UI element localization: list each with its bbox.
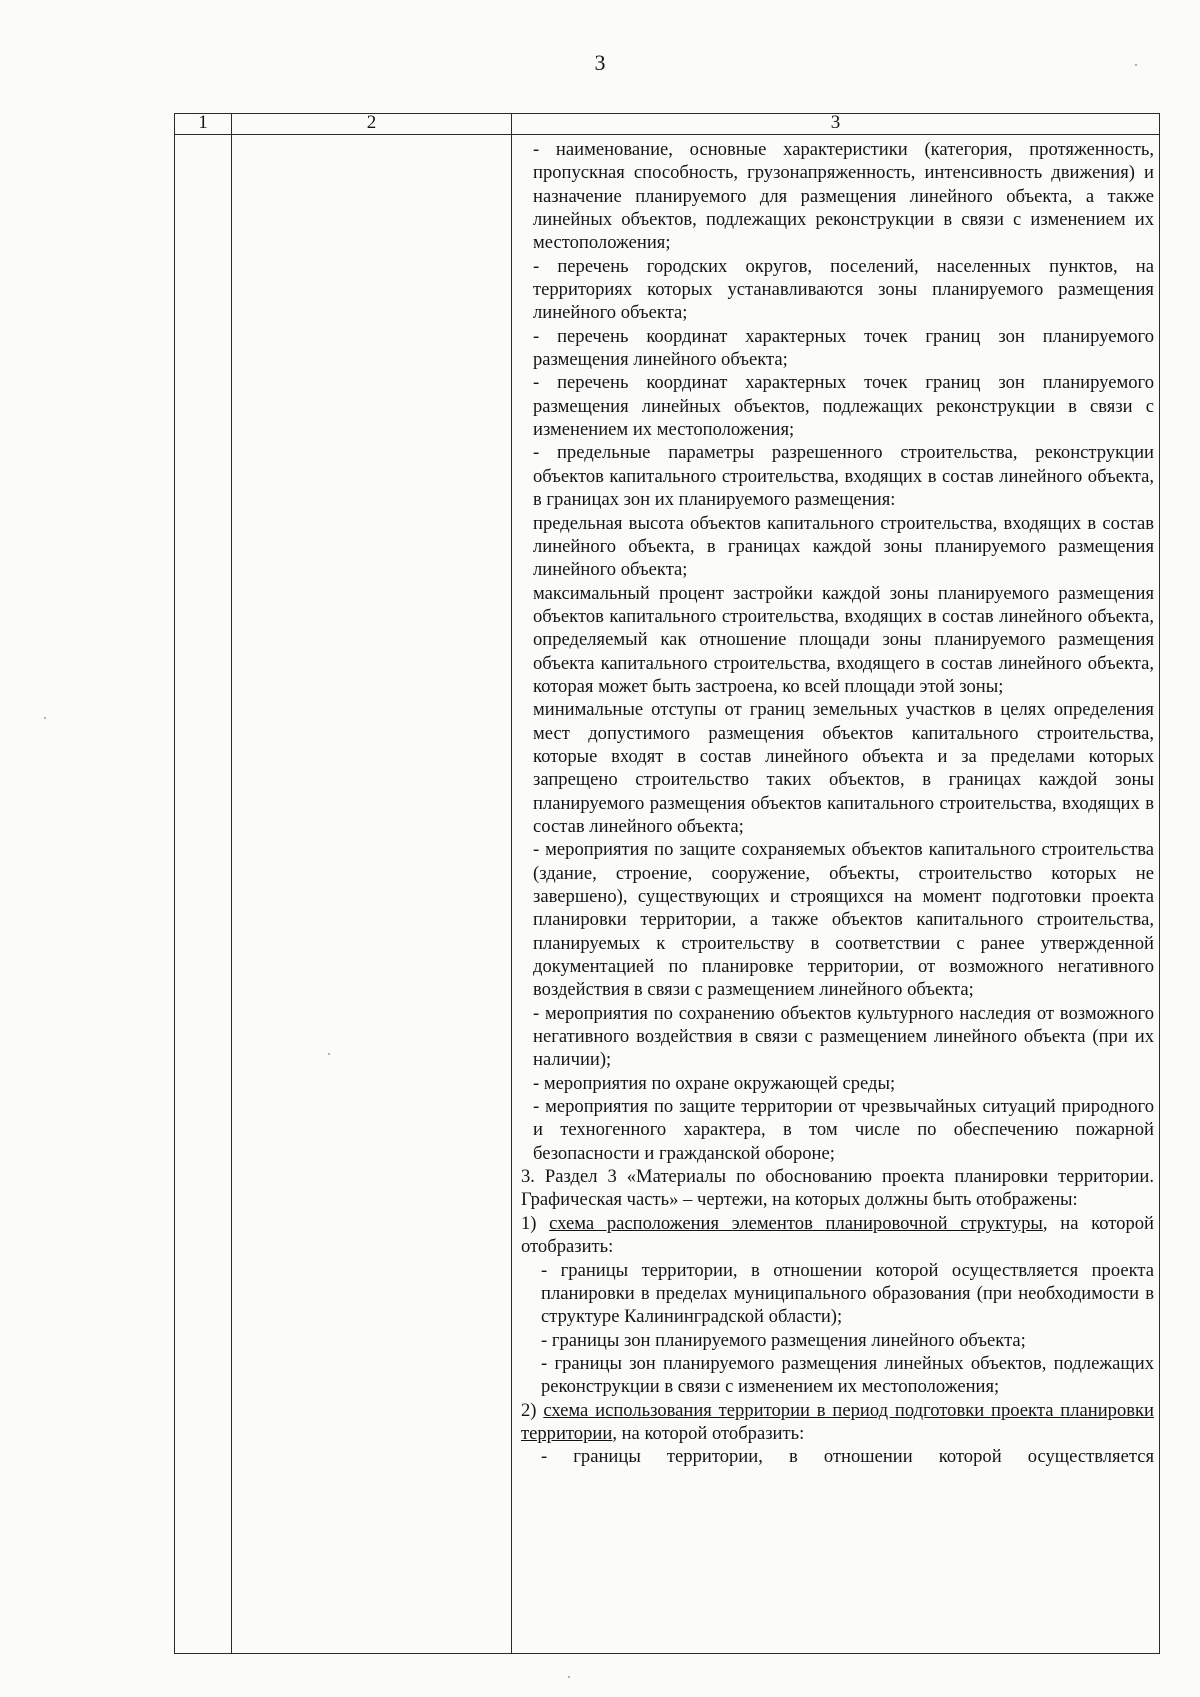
list-item: - мероприятия по защите сохраняемых объектов капитального строительства (здание, строение, сооружение, объекты, строительство которых не завершено), существующих и строящихся на момент подготовки проекта планировки территории, а также объектов капитального строительства, планируемых к строительству в соответствии с ранее утвержденной документацией по планировке территории, от возможного негативного воздействия в связи с размещением линейного объекта;: [533, 839, 1154, 1001]
scan-speck: [328, 1053, 330, 1055]
table-row: [175, 135, 1160, 1654]
list-item: - перечень координат характерных точек границ зон планируемого размещения линейных объектов, подлежащих реконструкции в связи с изменением их местоположения;: [533, 372, 1154, 441]
item-suffix: , на которой отобразить:: [521, 1212, 1154, 1258]
list-item: - границы территории, в отношении которой осуществляется проекта планировки в пределах муниципального образования (при необходимости в структуре Калининградской области);: [541, 1259, 1154, 1328]
item-number: 2): [521, 1399, 544, 1421]
list-item: - перечень координат характерных точек границ зон планируемого размещения линейного объекта;: [533, 325, 1154, 371]
column-header-2: 2: [232, 114, 512, 135]
list-item: - границы зон планируемого размещения линейного объекта;: [541, 1329, 1026, 1351]
underlined-title: схема использования территории в период подготовки проекта планировки территории: [521, 1399, 1155, 1444]
numbered-item: [521, 1212, 1154, 1259]
numbered-item: [521, 1399, 1154, 1446]
column-header-3: 3: [512, 114, 1160, 135]
item-suffix: , на которой отобразить:: [612, 1422, 805, 1444]
table-cell-col2: [232, 135, 512, 1654]
list-item: предельная высота объектов капитального строительства, входящих в состав линейного объекта, в границах каждой зоны планируемого размещения линейного объекта;: [533, 512, 1154, 581]
list-item: - наименование, основные характеристики (категория, протяженность, пропускная способность, грузонапряженность, интенсивность движения) и назначение планируемого для размещения линейного объекта, а также линейных объектов, подлежащих реконструкции в связи с изменением их местоположения;: [533, 139, 1154, 254]
list-item: - мероприятия по защите территории от чрезвычайных ситуаций природного и техногенного характера, в том числе по обеспечению пожарной безопасности и гражданской обороне;: [533, 1096, 1154, 1164]
scan-speck: [568, 1676, 570, 1678]
list-item: - границы зон планируемого размещения линейных объектов, подлежащих реконструкции в связи с изменением их местоположения;: [541, 1352, 1154, 1398]
underlined-title: схема расположения элементов планировочной структуры: [549, 1212, 1043, 1234]
column-header-1: 1: [175, 114, 232, 135]
table-cell-content: [512, 135, 1160, 1654]
list-item: минимальные отступы от границ земельных участков в целях определения мест допустимого размещения объектов капитального строительства, которые входят в состав линейного объекта и за пределами которых запрещено строительство таких объектов, в границах каждой зоны планируемого размещения объектов капитального строительства, входящих в состав линейного объекта;: [533, 699, 1154, 837]
requirements-table: [174, 113, 1160, 1654]
list-item: - границы территории, в отношении которой осуществляется: [541, 1446, 1154, 1468]
list-item: - мероприятия по охране окружающей среды;: [533, 1072, 896, 1094]
list-item: максимальный процент застройки каждой зоны планируемого размещения объектов капитального строительства, входящих в состав линейного объекта, определяемый как отношение площади зоны планируемого размещения объекта капитального строительства, входящего в состав линейного объекта, которая может быть застроена, ко всей площади этой зоны;: [533, 582, 1154, 697]
list-item: - мероприятия по сохранению объектов культурного наследия от возможного негативного воздействия в связи с размещением линейного объекта (при их наличии);: [533, 1002, 1154, 1071]
item-number: 1): [521, 1212, 550, 1234]
section-heading: 3. Раздел 3 «Материалы по обоснованию проекта планировки территории. Графическая часть» – чертежи, на которых должны быть отображены:: [521, 1166, 1154, 1211]
table-header-row: [175, 114, 1160, 135]
page-number: 3: [594, 50, 606, 75]
scan-speck: [1135, 64, 1137, 66]
list-item: - предельные параметры разрешенного строительства, реконструкции объектов капитального строительства, входящих в состав линейного объекта, в границах зон их планируемого размещения:: [533, 442, 1154, 511]
list-item: - перечень городских округов, поселений, населенных пунктов, на территориях которых устанавливаются зоны планируемого размещения линейного объекта;: [533, 255, 1154, 324]
table-cell-col1: [175, 135, 232, 1654]
scan-speck: [44, 717, 46, 719]
